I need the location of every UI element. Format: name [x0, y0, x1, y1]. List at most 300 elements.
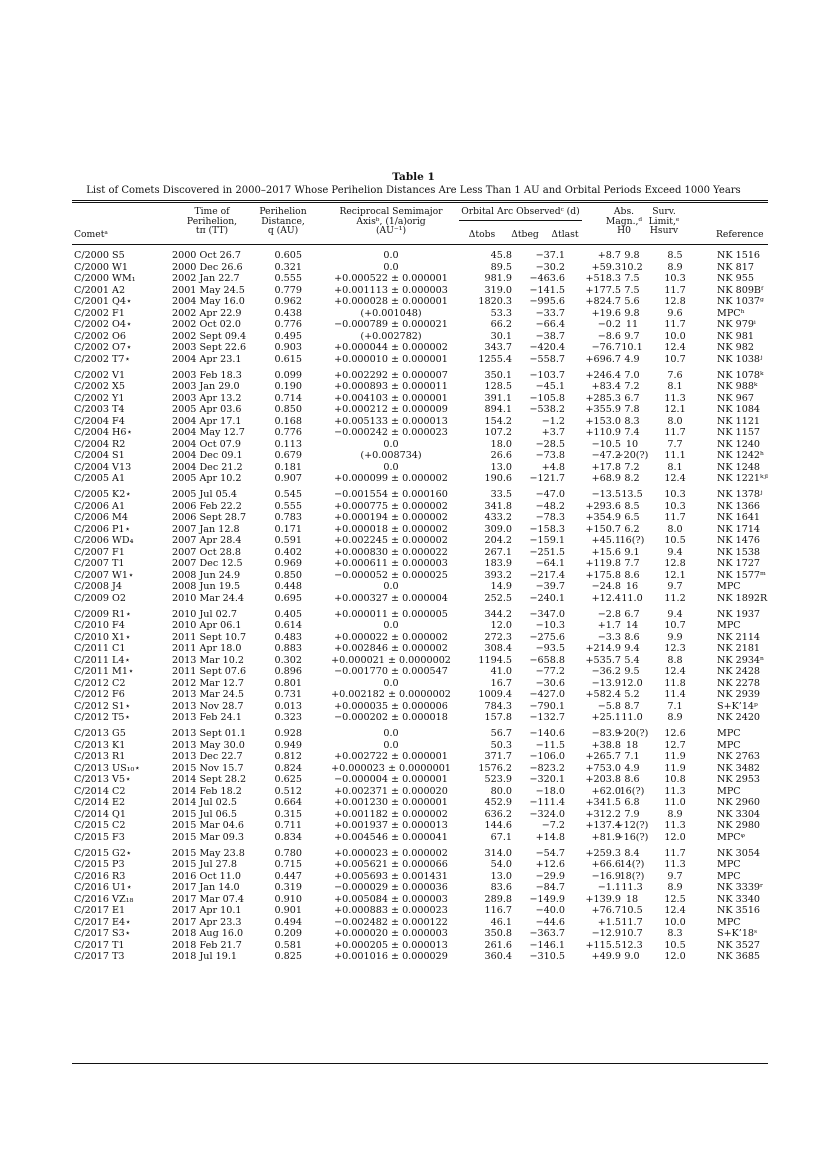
reciprocal-axis-cell: −0.002482 ± 0.000122 [334, 916, 448, 928]
abs-magnitude-cell: 8.6 [624, 774, 640, 785]
dt-beg-cell: −320.1 [529, 774, 565, 785]
abs-magnitude-cell: 6.5 [624, 512, 640, 523]
comet-cell: C/2006 P1⋆ [74, 523, 131, 535]
dt-beg-cell: −37.1 [535, 250, 565, 261]
table-row [72, 871, 768, 883]
table-row [72, 404, 768, 416]
perihelion-distance-cell: 0.438 [274, 307, 302, 319]
dt-last-cell: −36.2 [591, 666, 621, 677]
comet-cell: C/2000 WM₁ [74, 273, 136, 284]
perihelion-distance-cell: 0.883 [274, 643, 302, 654]
survey-limit-cell: 11.7 [664, 319, 686, 330]
table-row [72, 512, 768, 524]
reference-cell: NK 2428 [717, 666, 761, 677]
reference-cell: NK 2980 [717, 820, 761, 831]
arc-group-rule [459, 220, 582, 221]
dt-last-cell: +119.8 [585, 558, 621, 569]
table-row [72, 547, 768, 559]
survey-limit-cell: 12.0 [664, 951, 686, 962]
perihelion-time-cell: 2018 Jul 19.1 [172, 951, 237, 962]
reference-cell: NK 1641 [717, 512, 761, 523]
table-row [72, 928, 768, 940]
reciprocal-axis-cell: +0.002722 ± 0.000001 [334, 751, 448, 762]
reference-cell: NK 967 [717, 392, 754, 404]
comet-cell: C/2005 A1 [74, 473, 126, 484]
comet-cell: C/2012 S1⋆ [74, 700, 131, 712]
reciprocal-axis-cell: −0.001554 ± 0.000160 [334, 489, 448, 500]
perihelion-time-cell: 2012 Mar 12.7 [172, 677, 245, 689]
comet-cell: C/2004 V13 [74, 461, 132, 473]
header-perihelion: Perihelion Distance, q (AU) [259, 206, 307, 236]
table-row [72, 308, 768, 320]
perihelion-time-cell: 2000 Dec 26.6 [172, 261, 243, 273]
dt-obs-cell: 267.1 [484, 546, 512, 558]
comet-cell: C/2017 T3 [74, 951, 125, 962]
perihelion-time-cell: 2002 Sept 09.4 [172, 330, 247, 342]
reciprocal-axis-cell: +0.000775 ± 0.000002 [334, 500, 448, 512]
table-row [72, 917, 768, 929]
survey-limit-cell: 10.0 [664, 916, 686, 928]
dt-obs-cell: 83.6 [490, 882, 512, 893]
dt-last-cell: −13.5 [591, 489, 621, 500]
dt-obs-cell: 33.5 [490, 489, 512, 500]
comet-cell: C/2002 O4⋆ [74, 319, 133, 330]
comet-cell: C/2011 L4⋆ [74, 654, 131, 666]
survey-limit-cell: 12.1 [664, 404, 686, 415]
dt-obs-cell: 981.9 [484, 273, 512, 284]
survey-limit-cell: 11.7 [664, 427, 686, 438]
dt-beg-cell: −538.2 [529, 404, 565, 415]
abs-magnitude-cell: 11 [625, 319, 639, 330]
reciprocal-axis-cell: +0.000893 ± 0.000011 [334, 381, 448, 392]
dt-last-cell: −3.3 [597, 631, 621, 643]
dt-last-cell: −83.9 [591, 728, 621, 739]
abs-magnitude-cell: 12.0 [621, 677, 643, 689]
dt-beg-cell: −66.4 [535, 319, 565, 330]
reciprocal-axis-cell: +0.002245 ± 0.000002 [334, 535, 448, 546]
abs-magnitude-cell: 8.6 [624, 631, 640, 643]
dt-last-cell: +12.4 [591, 592, 621, 604]
dt-beg-cell: −111.4 [529, 797, 565, 808]
abs-magnitude-cell: 7.0 [624, 369, 640, 381]
comet-cell: C/2016 R3 [74, 870, 126, 882]
survey-limit-cell: 12.5 [664, 893, 686, 905]
table-row [72, 882, 768, 894]
dt-beg-cell: −106.0 [529, 751, 565, 762]
dt-obs-cell: 309.0 [484, 523, 512, 535]
survey-limit-cell: 12.0 [664, 831, 686, 843]
reference-cell: MPC [717, 870, 741, 882]
survey-limit-cell: 8.0 [667, 523, 683, 535]
perihelion-time-cell: 2013 Mar 10.2 [172, 654, 245, 666]
abs-magnitude-cell: 16 [625, 581, 639, 592]
reference-cell: NK 981 [717, 330, 754, 342]
perihelion-time-cell: 2015 Mar 04.6 [172, 820, 245, 831]
dt-beg-cell: −251.5 [529, 546, 565, 558]
dt-beg-cell: −33.7 [535, 307, 565, 319]
dt-last-cell: +312.2 [585, 808, 621, 820]
reference-cell: NK 1078ᵏ [717, 369, 764, 381]
dt-beg-cell: −149.9 [529, 893, 565, 905]
dt-obs-cell: 18.0 [490, 438, 512, 450]
abs-magnitude-cell: 10.1 [621, 342, 643, 353]
perihelion-time-cell: 2001 May 24.5 [172, 284, 245, 296]
abs-magnitude-cell: 18 [625, 893, 639, 905]
survey-limit-cell: 12.4 [664, 342, 686, 353]
reciprocal-axis-cell: 0.0 [383, 250, 399, 261]
abs-magnitude-cell: 11.3 [621, 882, 643, 893]
perihelion-time-cell: 2014 Feb 18.2 [172, 785, 242, 797]
dt-beg-cell: −132.7 [529, 712, 565, 723]
perihelion-distance-cell: 0.319 [274, 882, 302, 893]
dt-last-cell: +355.9 [585, 404, 621, 415]
comet-cell: C/2004 H6⋆ [74, 427, 133, 438]
perihelion-distance-cell: 0.494 [274, 916, 302, 928]
perihelion-time-cell: 2014 Jul 02.5 [172, 797, 237, 808]
survey-limit-cell: 10.7 [664, 620, 686, 631]
reciprocal-axis-cell: +0.000023 ± 0.0000001 [331, 762, 451, 774]
perihelion-time-cell: 2004 Dec 09.1 [172, 450, 243, 461]
perihelion-distance-cell: 0.850 [274, 404, 302, 415]
abs-magnitude-cell: 16(?) [619, 785, 645, 797]
dt-obs-cell: 1820.3 [478, 296, 512, 307]
dt-obs-cell: 26.6 [490, 450, 512, 461]
dt-last-cell: −5.8 [597, 700, 621, 712]
abs-magnitude-cell: 11.0 [621, 592, 643, 604]
header-arc-group: Orbital Arc Observedᶜ (d) [461, 206, 580, 217]
abs-magnitude-cell: 7.2 [624, 461, 640, 473]
dt-last-cell: +1.7 [597, 620, 621, 631]
dt-beg-cell: −310.5 [529, 951, 565, 962]
table-row [72, 740, 768, 752]
reciprocal-axis-cell: +0.000830 ± 0.000022 [334, 546, 448, 558]
dt-obs-cell: 1194.5 [478, 654, 512, 666]
perihelion-time-cell: 2005 Jul 05.4 [172, 489, 237, 500]
dt-obs-cell: 360.4 [484, 951, 512, 962]
survey-limit-cell: 8.9 [667, 808, 683, 820]
abs-magnitude-cell: 9.7 [624, 330, 640, 342]
table-row [72, 809, 768, 821]
reciprocal-axis-cell: +0.000021 ± 0.0000002 [331, 654, 451, 666]
dt-last-cell: −0.2 [597, 319, 621, 330]
reference-cell: NK 1248 [717, 461, 761, 473]
abs-magnitude-cell: 5.4 [624, 654, 640, 666]
table-row [72, 262, 768, 274]
survey-limit-cell: 10.5 [664, 939, 686, 951]
dt-obs-cell: 12.0 [490, 620, 512, 631]
comet-cell: C/2012 F6 [74, 689, 125, 700]
table-row [72, 894, 768, 906]
dt-obs-cell: 46.1 [490, 916, 512, 928]
top-rule-double [72, 202, 768, 203]
perihelion-distance-cell: 0.168 [274, 415, 302, 427]
table-row [72, 666, 768, 678]
perihelion-distance-cell: 0.591 [274, 535, 302, 546]
perihelion-time-cell: 2003 Apr 13.2 [172, 392, 242, 404]
comet-cell: C/2002 O7⋆ [74, 342, 133, 353]
table-row [72, 319, 768, 331]
abs-magnitude-cell: 8.6 [624, 569, 640, 581]
dt-last-cell: +49.9 [591, 951, 621, 962]
comet-cell: C/2006 WD₄ [74, 535, 134, 546]
comet-cell: C/2016 U1⋆ [74, 882, 133, 893]
perihelion-distance-cell: 0.625 [274, 774, 302, 785]
survey-limit-cell: 12.4 [664, 473, 686, 484]
reference-cell: NK 955 [717, 273, 754, 284]
dt-obs-cell: 16.7 [490, 677, 512, 689]
dt-beg-cell: −141.5 [529, 284, 565, 296]
survey-limit-cell: 11.3 [664, 392, 686, 404]
perihelion-distance-cell: 0.113 [274, 438, 302, 450]
dt-last-cell: +68.9 [591, 473, 621, 484]
dt-beg-cell: −146.1 [529, 939, 565, 951]
dt-last-cell: +753.0 [585, 762, 621, 774]
survey-limit-cell: 10.0 [664, 330, 686, 342]
abs-magnitude-cell: 11.0 [621, 712, 643, 723]
perihelion-time-cell: 2013 Dec 22.7 [172, 751, 243, 762]
survey-limit-cell: 11.8 [664, 677, 686, 689]
comet-cell: C/2001 A2 [74, 284, 126, 296]
dt-beg-cell: −48.2 [535, 500, 565, 512]
survey-limit-cell: 9.7 [667, 581, 683, 592]
dt-obs-cell: 523.9 [484, 774, 512, 785]
abs-magnitude-cell: 9.8 [624, 250, 640, 261]
comet-cell: C/2005 K2⋆ [74, 489, 132, 500]
table-row [72, 832, 768, 844]
dt-last-cell: +66.6 [591, 859, 621, 870]
perihelion-distance-cell: 0.949 [274, 739, 302, 751]
abs-magnitude-cell: ∼12(?) [615, 820, 649, 831]
table-number: Table 1 [392, 171, 435, 183]
reference-cell: NK 3340 [717, 893, 761, 905]
survey-limit-cell: 11.1 [664, 450, 686, 461]
header-time: Time of Perihelion, tπ (TT) [186, 206, 238, 236]
perihelion-time-cell: 2004 Dec 21.2 [172, 461, 243, 473]
reference-cell: S+K’18ˢ [717, 928, 758, 939]
dt-last-cell: −10.5 [591, 438, 621, 450]
reciprocal-axis-cell: +0.000883 ± 0.000023 [334, 905, 448, 916]
reference-cell: NK 1366 [717, 500, 761, 512]
perihelion-time-cell: 2011 Sept 10.7 [172, 631, 247, 643]
dt-obs-cell: 13.0 [490, 461, 512, 473]
dt-last-cell: +175.8 [585, 569, 621, 581]
dt-obs-cell: 157.8 [484, 712, 512, 723]
dt-last-cell: +17.8 [591, 461, 621, 473]
survey-limit-cell: 10.5 [664, 535, 686, 546]
survey-limit-cell: 8.0 [667, 415, 683, 427]
comet-cell: C/2017 E1 [74, 905, 126, 916]
perihelion-distance-cell: 0.901 [274, 905, 302, 916]
reference-cell: MPC [717, 728, 741, 739]
table-row [72, 558, 768, 570]
comet-cell: C/2003 T4 [74, 404, 125, 415]
survey-limit-cell: 12.7 [664, 739, 686, 751]
reciprocal-axis-cell: +0.000194 ± 0.000002 [334, 512, 448, 523]
dt-beg-cell: −275.6 [529, 631, 565, 643]
perihelion-time-cell: 2004 Oct 07.9 [172, 438, 241, 450]
abs-magnitude-cell: 18 [625, 739, 639, 751]
abs-magnitude-cell: 10.5 [621, 905, 643, 916]
comet-cell: C/2017 E4⋆ [74, 916, 132, 928]
abs-magnitude-cell: 16(?) [619, 535, 645, 546]
dt-beg-cell: −39.7 [535, 581, 565, 592]
perihelion-distance-cell: 0.555 [274, 500, 302, 512]
dt-obs-cell: 1576.2 [478, 762, 512, 774]
dt-last-cell: −1.1 [597, 882, 621, 893]
table-row [72, 951, 768, 963]
dt-beg-cell: −420.4 [529, 342, 565, 353]
perihelion-time-cell: 2008 Jun 24.9 [172, 569, 241, 581]
reciprocal-axis-cell: +0.000011 ± 0.000005 [334, 608, 448, 620]
reference-cell: NK 2934ⁿ [717, 654, 765, 666]
reciprocal-axis-cell: +0.002182 ± 0.0000002 [331, 689, 451, 700]
reciprocal-axis-cell: +0.005084 ± 0.000003 [334, 893, 448, 905]
table-row [72, 859, 768, 871]
perihelion-time-cell: 2007 Jan 12.8 [172, 523, 240, 535]
comet-cell: C/2014 E2 [74, 797, 126, 808]
comet-cell: C/2008 J4 [74, 581, 122, 592]
dt-last-cell: −24.8 [591, 581, 621, 592]
survey-limit-cell: 8.8 [667, 654, 683, 666]
survey-limit-cell: 10.3 [664, 489, 686, 500]
dt-beg-cell: −29.9 [535, 870, 565, 882]
dt-obs-cell: 56.7 [490, 728, 512, 739]
perihelion-time-cell: 2003 Feb 18.3 [172, 369, 242, 381]
abs-magnitude-cell: 7.5 [624, 284, 640, 296]
perihelion-distance-cell: 0.776 [274, 319, 302, 330]
reciprocal-axis-cell: −0.000202 ± 0.000018 [334, 712, 448, 723]
abs-magnitude-cell: 7.7 [624, 558, 640, 569]
dt-last-cell: +293.6 [585, 500, 621, 512]
comet-cell: C/2013 K1 [74, 739, 126, 751]
dt-beg-cell: −10.3 [535, 620, 565, 631]
perihelion-distance-cell: 0.834 [274, 831, 302, 843]
reciprocal-axis-cell: +0.000611 ± 0.000003 [334, 558, 448, 569]
reference-cell: MPC [717, 916, 741, 928]
perihelion-distance-cell: 0.302 [274, 654, 302, 666]
table-row [72, 489, 768, 501]
perihelion-distance-cell: 0.495 [274, 330, 302, 342]
table-row [72, 570, 768, 582]
dt-last-cell: +285.3 [585, 392, 621, 404]
dt-obs-cell: 272.3 [484, 631, 512, 643]
reference-cell: NK 2181 [717, 643, 761, 654]
survey-limit-cell: 11.9 [664, 762, 686, 774]
perihelion-time-cell: 2002 Oct 02.0 [172, 319, 241, 330]
abs-magnitude-cell: 7.5 [624, 273, 640, 284]
abs-magnitude-cell: 8.2 [624, 473, 640, 484]
perihelion-time-cell: 2005 Apr 03.6 [172, 404, 242, 415]
perihelion-time-cell: 2004 May 16.0 [172, 296, 245, 307]
perihelion-time-cell: 2018 Feb 21.7 [172, 939, 242, 951]
table-row [72, 462, 768, 474]
dt-beg-cell: −463.6 [529, 273, 565, 284]
comet-cell: C/2007 T1 [74, 558, 125, 569]
comet-cell: C/2015 C2 [74, 820, 126, 831]
perihelion-distance-cell: 0.896 [274, 666, 302, 677]
reference-cell: NK 3339ʳ [717, 882, 764, 893]
table-row [72, 763, 768, 775]
reciprocal-axis-cell: −0.000052 ± 0.000025 [334, 569, 448, 581]
dt-last-cell: −16.9 [591, 870, 621, 882]
perihelion-distance-cell: 0.405 [274, 608, 302, 620]
perihelion-distance-cell: 0.776 [274, 427, 302, 438]
table-row [72, 296, 768, 308]
dt-beg-cell: −77.2 [535, 666, 565, 677]
reciprocal-axis-cell: 0.0 [383, 677, 399, 689]
perihelion-distance-cell: 0.928 [274, 728, 302, 739]
reference-cell: NK 1476 [717, 535, 761, 546]
comet-cell: C/2012 C2 [74, 677, 126, 689]
perihelion-time-cell: 2015 Jul 06.5 [172, 808, 237, 820]
table-row [72, 439, 768, 451]
dt-last-cell: +153.0 [585, 415, 621, 427]
table-row [72, 655, 768, 667]
dt-obs-cell: 433.2 [484, 512, 512, 523]
perihelion-time-cell: 2013 Sept 01.1 [172, 728, 247, 739]
comet-cell: C/2013 V5⋆ [74, 774, 132, 785]
table-row [72, 501, 768, 513]
reciprocal-axis-cell: 0.0 [383, 261, 399, 273]
table-row [72, 370, 768, 382]
dt-obs-cell: 341.8 [484, 500, 512, 512]
table-row [72, 427, 768, 439]
abs-magnitude-cell: 7.9 [624, 808, 640, 820]
perihelion-distance-cell: 0.013 [274, 700, 302, 712]
survey-limit-cell: 11.7 [664, 847, 686, 859]
reciprocal-axis-cell: +0.000205 ± 0.000013 [334, 939, 448, 951]
perihelion-time-cell: 2003 Sept 22.6 [172, 342, 247, 353]
reference-cell: NK 3516 [717, 905, 761, 916]
survey-limit-cell: 10.3 [664, 500, 686, 512]
perihelion-distance-cell: 0.711 [274, 820, 302, 831]
perihelion-time-cell: 2017 Jan 14.0 [172, 882, 240, 893]
perihelion-time-cell: 2017 Mar 07.4 [172, 893, 245, 905]
reference-cell: S+K’14ᵖ [717, 700, 758, 712]
survey-limit-cell: 8.9 [667, 261, 683, 273]
table-row [72, 524, 768, 536]
survey-limit-cell: 10.7 [664, 353, 686, 365]
dt-beg-cell: −44.6 [535, 916, 565, 928]
reference-cell: NK 988ᵏ [717, 381, 758, 392]
table-row [72, 331, 768, 343]
dt-obs-cell: 350.8 [484, 928, 512, 939]
comet-cell: C/2001 Q4⋆ [74, 296, 133, 307]
abs-magnitude-cell: 4.9 [624, 353, 640, 365]
dt-obs-cell: 67.1 [490, 831, 512, 843]
perihelion-time-cell: 2007 Dec 12.5 [172, 558, 243, 569]
perihelion-distance-cell: 0.171 [274, 523, 302, 535]
dt-last-cell: +137.4 [585, 820, 621, 831]
reference-cell: NK 1516 [717, 250, 761, 261]
perihelion-distance-cell: 0.315 [274, 808, 302, 820]
dt-last-cell: +8.7 [597, 250, 621, 261]
comet-cell: C/2002 F1 [74, 307, 125, 319]
abs-magnitude-cell: 11.7 [621, 916, 643, 928]
dt-beg-cell: −121.7 [529, 473, 565, 484]
table-row [72, 473, 768, 485]
comet-cell: C/2013 G5 [74, 728, 126, 739]
perihelion-time-cell: 2017 Apr 23.3 [172, 916, 242, 928]
dt-beg-cell: −427.0 [529, 689, 565, 700]
dt-beg-cell: −240.1 [529, 592, 565, 604]
dt-last-cell: +83.4 [591, 381, 621, 392]
survey-limit-cell: 8.1 [667, 381, 683, 392]
reciprocal-axis-cell: 0.0 [383, 438, 399, 450]
survey-limit-cell: 11.7 [664, 512, 686, 523]
dt-last-cell: +110.9 [585, 427, 621, 438]
abs-magnitude-cell: 6.7 [624, 392, 640, 404]
